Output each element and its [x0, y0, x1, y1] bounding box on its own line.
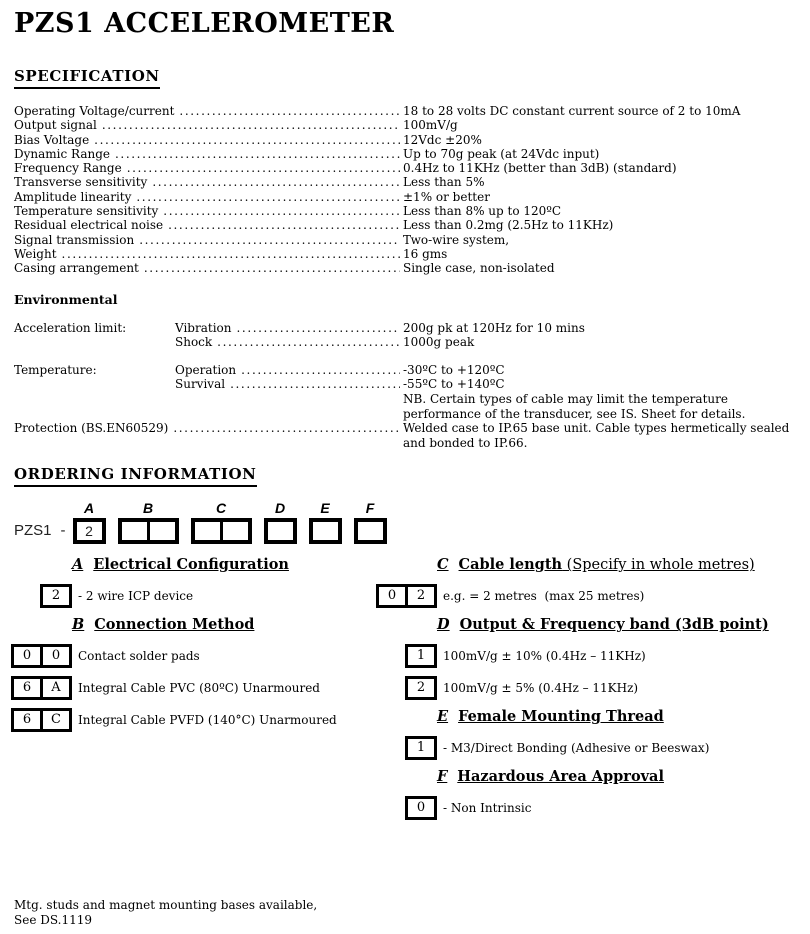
dot-leader	[115, 147, 400, 161]
section-letter: A	[72, 556, 84, 574]
spec-row	[14, 104, 810, 118]
spec-label: Transverse sensitivity	[14, 175, 148, 190]
option-row	[373, 736, 810, 760]
env-row-shock	[14, 335, 810, 350]
code-group-b	[118, 501, 179, 544]
spec-row	[14, 147, 810, 161]
spec-row	[14, 218, 810, 232]
spec-value: Less than 5%	[403, 175, 485, 190]
env-row-protection-cont	[14, 436, 810, 451]
code-letter: B	[142, 500, 154, 517]
environmental-heading: Environmental	[14, 291, 118, 307]
spec-label: Residual electrical noise	[14, 218, 164, 233]
option-code-cell: 1	[416, 740, 426, 756]
model-prefix: PZS1	[14, 522, 52, 540]
page-title: PZS1 ACCELEROMETER	[14, 8, 395, 39]
spec-label: Dynamic Range	[14, 146, 111, 161]
option-row	[8, 676, 373, 700]
env-row-protection	[14, 421, 810, 436]
section-heading-c	[437, 556, 810, 574]
option-code-box	[405, 644, 437, 668]
ordering-option-columns	[8, 556, 810, 828]
option-code-cell: 0	[387, 588, 397, 604]
option-row	[373, 676, 810, 700]
spec-label: Frequency Range	[14, 161, 122, 176]
option-row	[373, 644, 810, 668]
spec-row	[14, 233, 810, 247]
code-letter: D	[274, 500, 286, 517]
option-code-box	[405, 736, 437, 760]
option-text: e.g. = 2 metres (max 25 metres)	[443, 589, 645, 604]
spec-label: Casing arrangement	[14, 261, 139, 276]
option-row	[8, 708, 373, 732]
code-cell	[220, 522, 248, 540]
code-cell	[268, 522, 293, 540]
section-heading-a	[72, 556, 373, 574]
option-text: 100mV/g ± 10% (0.4Hz – 11KHz)	[443, 649, 646, 664]
section-title-suffix: (Specify in whole metres)	[562, 557, 755, 574]
section-letter: E	[437, 708, 449, 726]
env-row-operation	[14, 363, 810, 378]
code-box	[118, 518, 179, 544]
environmental-rows	[14, 321, 810, 451]
section-title: Output & Frequency band (3dB point)	[459, 616, 769, 634]
dot-leader	[168, 218, 400, 232]
spec-row	[14, 133, 810, 147]
ordering-column-right	[373, 556, 810, 828]
footer-line: Mtg. studs and magnet mounting bases available,	[14, 898, 318, 912]
dot-leader	[163, 204, 400, 218]
env-note-line: performance of the transducer, see IS. Sheet for details.	[403, 406, 746, 421]
section-title: Electrical Configuration	[93, 556, 289, 574]
dot-leader	[139, 233, 400, 247]
env-group-label: Temperature:	[14, 362, 97, 377]
code-box	[309, 518, 342, 544]
option-code-cell: 0	[40, 647, 69, 665]
spec-row	[14, 204, 810, 218]
dot-leader	[152, 175, 400, 189]
order-code-prefix	[14, 522, 66, 544]
dot-leader	[179, 104, 400, 118]
spec-label: Bias Voltage	[14, 132, 90, 147]
dot-leader	[62, 247, 400, 261]
option-text: - M3/Direct Bonding (Adhesive or Beeswax)	[443, 741, 710, 756]
option-code-box	[11, 644, 72, 668]
ordering-column-left	[8, 556, 373, 828]
env-note-line: NB. Certain types of cable may limit the temperature	[403, 391, 728, 406]
env-group-label: Protection (BS.EN60529)	[14, 421, 169, 436]
dot-leader	[217, 335, 400, 350]
ordering-heading: ORDERING INFORMATION	[14, 466, 257, 487]
code-cell: 2	[85, 523, 93, 540]
env-value: -30ºC to +120ºC	[403, 362, 505, 377]
env-value: 1000g peak	[403, 335, 475, 350]
code-group-a	[73, 501, 106, 544]
code-letter: F	[365, 500, 375, 517]
code-letter: E	[320, 500, 330, 517]
option-code-box	[11, 708, 72, 732]
env-sub-label: Vibration	[175, 320, 232, 335]
env-row-vibration	[14, 321, 810, 336]
option-code-cell: 0	[416, 800, 426, 816]
spec-label: Operating Voltage/current	[14, 104, 175, 118]
env-row-note	[14, 407, 810, 422]
code-cell	[122, 522, 147, 540]
spec-label: Signal transmission	[14, 232, 135, 247]
option-code-box	[11, 676, 72, 700]
section-title: Hazardous Area Approval	[457, 768, 664, 786]
spec-value: 12Vdc ±20%	[403, 132, 482, 147]
code-box	[73, 518, 106, 544]
spec-label: Amplitude linearity	[14, 189, 132, 204]
spec-value: 18 to 28 volts DC constant current source of 2 to 10mA	[403, 104, 741, 118]
section-heading-e	[437, 708, 810, 726]
option-code-box	[405, 796, 437, 820]
spec-value: 100mV/g	[403, 118, 458, 133]
code-box	[264, 518, 297, 544]
section-heading-d	[437, 616, 810, 634]
specification-heading: SPECIFICATION	[14, 68, 160, 89]
spec-row	[14, 118, 810, 132]
dot-leader	[136, 190, 400, 204]
dot-leader	[230, 377, 400, 392]
section-letter: D	[437, 616, 450, 634]
code-box	[191, 518, 252, 544]
spec-row	[14, 175, 810, 189]
option-code-cell: 6	[22, 712, 32, 728]
spec-value: Less than 8% up to 120ºC	[403, 204, 562, 219]
specification-list	[14, 104, 810, 276]
code-cell	[147, 522, 175, 540]
dot-leader	[236, 321, 400, 336]
section-title: Connection Method	[94, 616, 255, 634]
spec-value: Up to 70g peak (at 24Vdc input)	[403, 146, 600, 161]
section-letter: F	[437, 768, 448, 786]
section-title: Cable length	[458, 556, 563, 574]
env-value: 200g pk at 120Hz for 10 mins	[403, 320, 585, 335]
option-text: - 2 wire ICP device	[78, 589, 194, 604]
env-row-survival	[14, 377, 810, 392]
spec-value: Less than 0.2mg (2.5Hz to 11KHz)	[403, 218, 614, 233]
spec-value: 0.4Hz to 11KHz (better than 3dB) (standard)	[403, 161, 677, 176]
section-heading-b	[72, 616, 373, 634]
footer-line: See DS.1119	[14, 913, 93, 927]
code-group-c	[191, 501, 252, 544]
env-value: and bonded to IP.66.	[403, 435, 528, 450]
dot-leader	[94, 133, 400, 147]
spec-label: Temperature sensitivity	[14, 204, 159, 219]
option-text: Integral Cable PVC (80ºC) Unarmoured	[78, 681, 320, 696]
code-box	[354, 518, 387, 544]
spec-row	[14, 190, 810, 204]
option-code-cell: 1	[416, 648, 426, 664]
spec-row	[14, 261, 810, 275]
code-cell	[195, 522, 220, 540]
spec-row	[14, 161, 810, 175]
env-value: Welded case to IP.65 base unit. Cable types hermetically sealed	[403, 421, 790, 436]
option-text: Contact solder pads	[78, 649, 200, 664]
code-group-e	[309, 501, 342, 544]
option-text: - Non Intrinsic	[443, 801, 532, 816]
code-group-f	[354, 501, 387, 544]
option-code-box	[376, 584, 437, 608]
option-code-box	[405, 676, 437, 700]
section-letter: C	[437, 556, 449, 574]
option-code-cell: 6	[22, 680, 32, 696]
dot-leader	[127, 161, 400, 175]
section-heading-f	[437, 768, 810, 786]
option-row	[373, 584, 810, 608]
option-code-box	[40, 584, 72, 608]
dot-leader	[173, 421, 400, 436]
code-letter: C	[215, 500, 227, 517]
dash: -	[60, 522, 66, 540]
option-row	[373, 796, 810, 820]
spec-row	[14, 247, 810, 261]
environmental-section	[14, 292, 810, 451]
spec-value: ±1% or better	[403, 189, 490, 204]
option-code-cell: A	[40, 679, 69, 697]
env-group-label: Acceleration limit:	[14, 320, 127, 335]
code-cell	[313, 522, 338, 540]
footer-note	[14, 898, 317, 928]
option-text: Integral Cable PVFD (140°C) Unarmoured	[78, 713, 337, 728]
dot-leader	[102, 118, 400, 132]
dot-leader	[241, 363, 400, 378]
spec-value: Two-wire system,	[403, 232, 510, 247]
code-cell	[358, 522, 383, 540]
code-letter: A	[83, 500, 95, 517]
option-code-cell: 0	[22, 648, 32, 664]
spec-label: Output signal	[14, 118, 97, 133]
dot-leader	[144, 261, 400, 275]
option-code-cell: 2	[51, 588, 61, 604]
option-code-cell: 2	[416, 680, 426, 696]
env-value: -55ºC to +140ºC	[403, 377, 505, 392]
env-sub-label: Survival	[175, 377, 226, 392]
env-row-note	[14, 392, 810, 407]
code-group-d	[264, 501, 297, 544]
section-letter: B	[72, 616, 85, 634]
spec-value: Single case, non-isolated	[403, 261, 555, 276]
spec-label: Weight	[14, 246, 57, 261]
env-sub-label: Operation	[175, 362, 237, 377]
option-row	[8, 584, 373, 608]
option-row	[8, 644, 373, 668]
section-title: Female Mounting Thread	[458, 708, 664, 726]
env-sub-label: Shock	[175, 335, 213, 350]
spec-value: 16 gms	[403, 246, 448, 261]
option-text: 100mV/g ± 5% (0.4Hz – 11KHz)	[443, 681, 639, 696]
spacer	[14, 350, 810, 363]
option-code-cell: 2	[405, 587, 434, 605]
order-code-row	[14, 501, 810, 544]
option-code-cell: C	[40, 711, 69, 729]
